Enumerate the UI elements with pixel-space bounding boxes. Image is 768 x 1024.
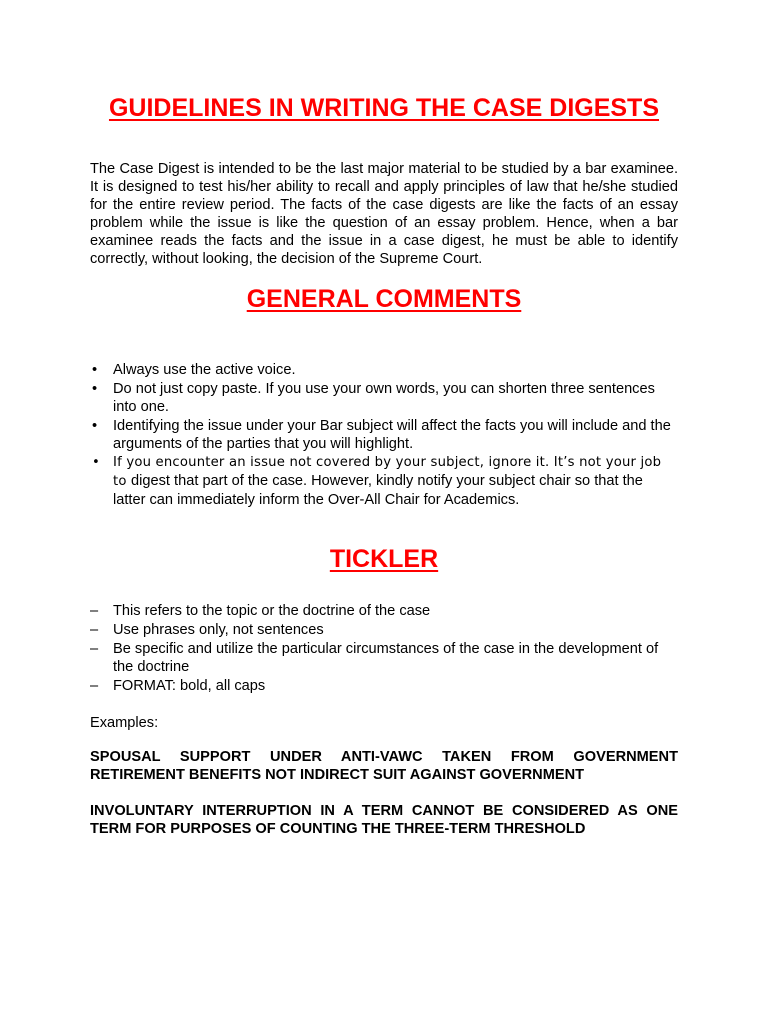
list-item-text: Identifying the issue under your Bar subject will affect the facts you will include and the arguments of the parties that you will highlight. <box>113 418 671 452</box>
example-tickler: INVOLUNTARY INTERRUPTION IN A TERM CANNOT BE CONSIDERED AS ONE TERM FOR PURPOSES OF COUNTING THE THREE-TERM THRESHOLD <box>90 803 678 837</box>
tickler-heading: TICKLER <box>329 545 439 573</box>
list-item-text-part2: digest that part of the case. However, kindly notify your subject chair so that the latter can immediately inform the Over-All Chair for Academics. <box>113 473 643 508</box>
list-item <box>90 361 678 379</box>
dash-icon: – <box>90 622 99 638</box>
list-item-text: Always use the active voice. <box>113 362 296 378</box>
list-item <box>90 640 678 676</box>
list-item <box>90 621 678 639</box>
list-item <box>90 602 678 620</box>
page-title: GUIDELINES IN WRITING THE CASE DIGESTS <box>108 94 660 122</box>
general-comments-list <box>90 361 678 511</box>
bullet-icon: • <box>92 455 100 470</box>
list-item <box>90 454 678 510</box>
example-tickler: SPOUSAL SUPPORT UNDER ANTI-VAWC TAKEN FROM GOVERNMENT RETIREMENT BENEFITS NOT INDIRECT SUIT AGAINST GOVERNMENT <box>90 749 678 783</box>
dash-icon: – <box>90 641 99 657</box>
bullet-icon: • <box>92 418 98 434</box>
list-item <box>90 380 678 416</box>
bullet-icon: • <box>92 362 98 378</box>
dash-icon: – <box>90 678 99 694</box>
list-item-text: Do not just copy paste. If you use your own words, you can shorten three sentences into one. <box>113 381 655 415</box>
list-item-text-part1: If you encounter an issue not covered by your subject, ignore it. It’s not your job to <box>113 455 662 489</box>
general-comments-heading: GENERAL COMMENTS <box>246 285 522 313</box>
examples-label: Examples: <box>90 715 159 731</box>
intro-paragraph: The Case Digest is intended to be the last major material to be studied by a bar examinee. It is designed to test his/her ability to recall and apply principles of law that he/she studied for the entire review period. The facts of the case digests are like the facts of an essay problem while the issue is like the question of an essay problem. Hence, when a bar examinee reads the facts and the issue in a case digest, he must be able to identify correctly, without looking, the decision of the Supreme Court. <box>90 161 678 267</box>
list-item-text: This refers to the topic or the doctrine of the case <box>113 603 431 619</box>
tickler-list <box>90 602 678 696</box>
list-item-text: Use phrases only, not sentences <box>113 622 324 638</box>
list-item <box>90 677 678 695</box>
list-item-text: FORMAT: bold, all caps <box>113 678 266 694</box>
bullet-icon: • <box>92 381 98 397</box>
list-item <box>90 417 678 453</box>
dash-icon: – <box>90 603 99 619</box>
list-item-text: Be specific and utilize the particular circumstances of the case in the development of the doctrine <box>113 641 659 675</box>
